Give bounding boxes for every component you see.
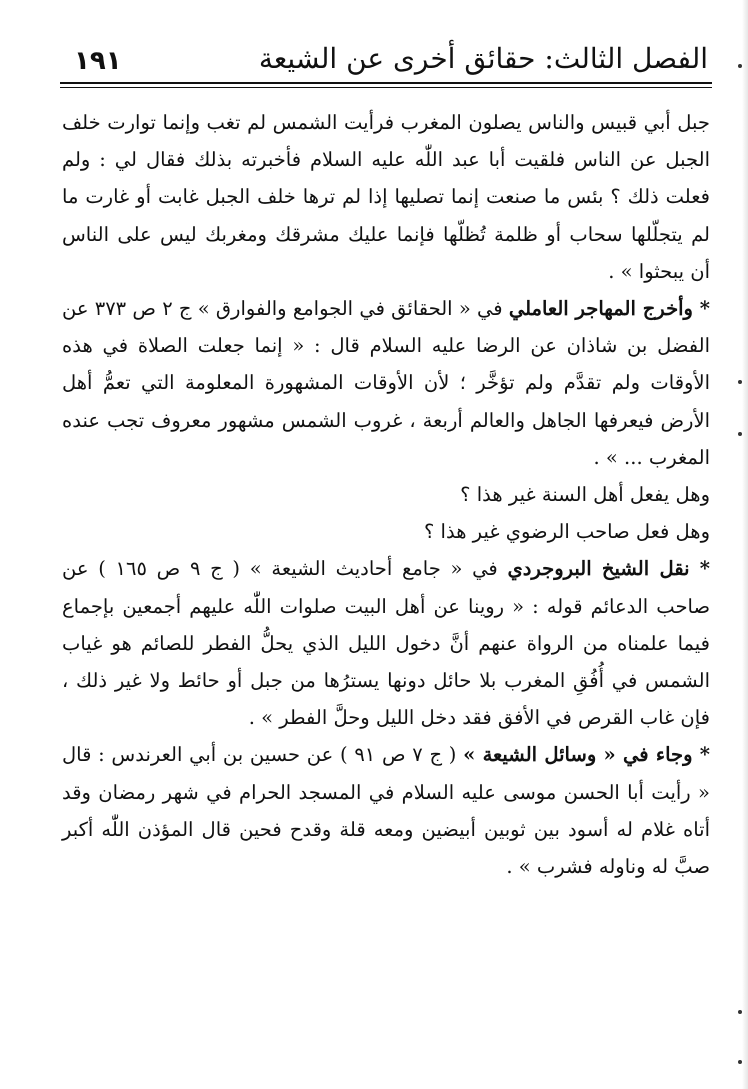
paragraph: وهل فعل صاحب الرضوي غير هذا ؟ xyxy=(424,520,710,544)
header-rule-thin xyxy=(60,87,712,88)
paragraph-lead: * وجاء في « وسائل الشيعة » xyxy=(463,743,710,767)
header-rule-thick xyxy=(60,82,712,84)
paragraph: * وجاء في « وسائل الشيعة » ( ج ٧ ص ٩١ ) عن حسين بن أبي العرندس : قال « رأيت أبا الحسن موسى عليه السلام في المسجد الحرام في شهر رمضان وقد أتاه غلام له أسود بين ثوبين أبيضين ومعه قلة وقدح فحين قال المؤذن اللّٰه أكبر صبَّ له وناوله فشرب » . xyxy=(62,743,710,879)
page-number: ١٩١ xyxy=(74,46,122,76)
running-title: الفصل الثالث: حقائق أخرى عن الشيعة xyxy=(258,42,708,75)
paragraph-lead: * نقل الشيخ البروجردي xyxy=(507,557,710,581)
paragraph-lead: * وأخرج المهاجر العاملي xyxy=(508,297,710,321)
paragraph: * نقل الشيخ البروجردي في « جامع أحاديث الشيعة » ( ج ٩ ص ١٦٥ ) عن صاحب الدعائم قوله : « روينا عن أهل البيت صلوات اللّٰه عليهم أجمعين بإجماع فيما علمناه من الرواة عنهم أنَّ دخول الليل الذي يحلُّ الفطر للصائم هو غياب الشمس في أُفُقِ المغرب بلا حائل دونها يسترُها من جبل أو حائط ولا غير ذلك ، فإن غاب القرص في الأفق فقد دخل الليل وحلَّ الفطر » . xyxy=(62,557,710,730)
paragraph: جبل أبي قبيس والناس يصلون المغرب فرأيت الشمس لم تغب وإنما توارت خلف الجبل عن الناس فلقيت أبا عبد اللّٰه عليه السلام فأخبرته بذلك فقال لي : ولم فعلت ذلك ؟ بئس ما صنعت إنما تصليها إذا لم ترها خلف الجبل غابت أو غارت ما لم يتجلّلها سحاب أو ظلمة تُظلّها فإنما عليك مشرقك ومغربك ليس على الناس أن يبحثوا » . xyxy=(62,111,710,283)
body-text xyxy=(62,104,710,885)
page-edge-shadow xyxy=(742,0,748,1089)
paragraph: * وأخرج المهاجر العاملي في « الحقائق في الجوامع والفوارق » ج ٢ ص ٣٧٣ عن الفضل بن شاذان عن الرضا عليه السلام قال : « إنما جعلت الصلاة في هذه الأوقات ولم تقدَّم ولم تؤخَّر ؛ لأن الأوقات المشهورة المعلومة التي تعمُّ أهل الأرض فيعرفها الجاهل والعالم أربعة ، غروب الشمس مشهور معروف تجب عنده المغرب ... » . xyxy=(62,297,710,469)
paragraph: وهل يفعل أهل السنة غير هذا ؟ xyxy=(460,483,710,507)
page-header xyxy=(60,32,712,80)
